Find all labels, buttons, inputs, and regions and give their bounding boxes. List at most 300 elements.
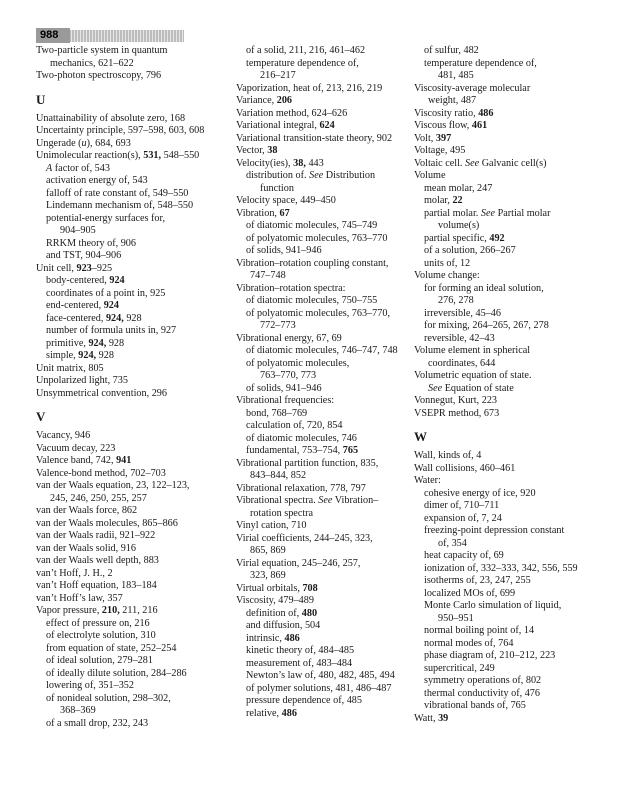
entry-text: isotherms of, 23, 247, 255 [424, 575, 531, 586]
entry-text: Valence-bond method, 702–703 [36, 467, 166, 479]
entry-text: relative, [246, 707, 282, 719]
index-entry [236, 258, 406, 271]
entry-text: primitive, [46, 337, 89, 349]
entry-text: Watt, [414, 712, 439, 724]
entry-text: Vacuum decay, 223 [36, 442, 116, 454]
index-entry [36, 580, 226, 593]
index-entry-continuation [236, 570, 406, 583]
entry-text: of a small drop, 232, 243 [46, 717, 149, 729]
entry-text: 865, 869 [250, 545, 286, 556]
index-subentry [236, 420, 406, 433]
index-subentry [414, 575, 604, 588]
index-subentry [236, 245, 406, 258]
index-subentry [36, 275, 226, 288]
entry-text: Viscous flow, [414, 120, 472, 131]
index-entry-continuation [414, 383, 604, 396]
index-entry-continuation [36, 225, 226, 238]
index-subentry [236, 233, 406, 246]
index-subentry [414, 195, 604, 208]
see-reference: u [81, 137, 87, 149]
entry-text: 443 [305, 157, 324, 169]
index-subentry [236, 608, 406, 621]
index-subentry [414, 258, 604, 271]
index-entry-continuation [236, 320, 406, 333]
entry-text: expansion of, 7, 24 [424, 512, 502, 524]
index-subentry [236, 220, 406, 233]
index-entry [36, 605, 226, 618]
entry-text: of solids, 941–946 [246, 382, 322, 394]
entry-text: Vibrational frequencies: [236, 395, 335, 406]
index-subentry [414, 500, 604, 513]
entry-text: reversible, 42–43 [424, 332, 495, 344]
index-subentry [236, 445, 406, 458]
entry-text: Viscosity ratio, [414, 107, 479, 119]
index-entry [36, 430, 226, 443]
index-subentry [36, 250, 226, 263]
entry-text: Valence band, 742, [36, 455, 117, 466]
entry-text: van’t Hoff equation, 183–184 [36, 580, 157, 591]
entry-text: Vibration–rotation spectra: [236, 282, 346, 294]
index-subentry [236, 170, 406, 183]
page-ref-bold: 38, [293, 157, 306, 169]
entry-text: units of, 12 [424, 257, 471, 269]
page-ref-bold: 765 [342, 445, 359, 456]
see-reference: See [318, 495, 333, 506]
index-entry [414, 475, 604, 488]
index-entry [36, 138, 226, 151]
entry-text: from equation of state, 252–254 [46, 642, 177, 654]
index-entry [36, 263, 226, 276]
entry-text: of polyatomic molecules, 763–770 [246, 232, 388, 244]
index-subentry [36, 618, 226, 631]
entry-text: 481, 485 [438, 70, 474, 81]
index-subentry [236, 645, 406, 658]
index-subentry [414, 700, 604, 713]
entry-text: Vaporization, heat of, 213, 216, 219 [236, 82, 383, 94]
index-entry [414, 408, 604, 421]
entry-text: of diatomic molecules, 746 [246, 432, 357, 444]
entry-text: Vibration–rotation coupling constant, [236, 257, 389, 269]
see-reference: See [465, 157, 480, 169]
index-entry-continuation [236, 270, 406, 283]
page-ref-bold: 486 [284, 632, 300, 644]
index-entry [414, 145, 604, 158]
entry-text: vibrational bands of, 765 [424, 700, 526, 711]
page-ref-bold: 924, [88, 337, 107, 349]
index-subentry [236, 708, 406, 721]
index-column-1 [36, 45, 226, 730]
index-subentry [236, 358, 406, 371]
entry-text: coordinates of a point in, 925 [46, 287, 166, 299]
entry-text: irreversible, 45–46 [424, 307, 501, 319]
entry-text: Galvanic cell(s) [479, 157, 547, 169]
entry-text: temperature dependence of, [246, 57, 359, 69]
index-subentry [36, 238, 226, 251]
index-entry [414, 133, 604, 146]
entry-text: Vacancy, 946 [36, 430, 91, 441]
see-reference: See [428, 382, 443, 394]
page-ref-bold: 38 [267, 145, 278, 156]
index-entry [36, 375, 226, 388]
entry-text: Vibrational energy, 67, 69 [236, 332, 342, 344]
index-entry [236, 83, 406, 96]
entry-text: Monte Carlo simulation of liquid, [424, 600, 562, 611]
entry-text: Lindemann mechanism of, 548–550 [46, 200, 194, 211]
index-entry [236, 195, 406, 208]
page-ref-bold: 624 [319, 120, 335, 131]
entry-text: Unit matrix, 805 [36, 362, 104, 374]
index-entry-continuation [36, 58, 226, 71]
index-subentry [414, 588, 604, 601]
index-entry-continuation [236, 70, 406, 83]
entry-text: Wall, kinds of, 4 [414, 450, 482, 461]
entry-text: Vapor pressure, [36, 605, 102, 616]
index-subentry [236, 670, 406, 683]
entry-text: Velocity(ies), [236, 157, 294, 169]
section-letter: U [36, 91, 46, 107]
index-entry [236, 558, 406, 571]
entry-text: mechanics, 621–622 [50, 57, 134, 69]
entry-text: Unimolecular reaction(s), [36, 150, 144, 161]
entry-text: Vibrational partition function, 835, [236, 457, 379, 469]
index-subentry [414, 208, 604, 221]
index-entry [236, 333, 406, 346]
index-subentry [36, 643, 226, 656]
index-subentry [236, 408, 406, 421]
index-entry [236, 95, 406, 108]
entry-text: factor of, 543 [52, 162, 110, 174]
page-ref-bold: 480 [301, 607, 318, 619]
index-subentry [236, 633, 406, 646]
index-subentry [414, 488, 604, 501]
entry-text: pressure dependence of, 485 [246, 695, 362, 706]
entry-text: of solids, 941–946 [246, 245, 322, 256]
entry-text: Virial equation, 245–246, 257, [236, 557, 361, 569]
entry-text: 772–773 [260, 320, 296, 331]
entry-text: Newton’s law of, 480, 482, 485, 494 [246, 670, 395, 681]
entry-text: of polyatomic molecules, 763–770, [246, 307, 391, 319]
entry-text: 368–369 [60, 705, 96, 716]
entry-text: of ideally dilute solution, 284–286 [46, 667, 187, 679]
page-ref-bold: 941 [116, 455, 132, 466]
entry-text: Variational transition-state theory, 902 [236, 132, 393, 144]
entry-text: 216–217 [260, 70, 296, 81]
entry-text: Two-photon spectroscopy, 796 [36, 70, 162, 81]
page-ref-bold: 397 [435, 132, 452, 144]
entry-text: Virial coefficients, 244–245, 323, [236, 532, 373, 544]
index-entry [236, 120, 406, 133]
index-subentry [36, 693, 226, 706]
entry-text: 276, 278 [438, 295, 474, 306]
entry-text: calculation of, 720, 854 [246, 420, 343, 431]
entry-text: activation energy of, 543 [46, 175, 148, 186]
entry-text: weight, 487 [428, 95, 477, 106]
index-entry [36, 505, 226, 518]
entry-text: Vibrational spectra. [236, 495, 319, 506]
entry-text: 245, 246, 250, 255, 257 [50, 492, 147, 504]
index-entry [414, 450, 604, 463]
index-entry [414, 170, 604, 183]
entry-text: Viscosity, 479–489 [236, 595, 314, 606]
entry-text: cohesive energy of ice, 920 [424, 487, 536, 499]
index-entry [236, 583, 406, 596]
index-entry [36, 443, 226, 456]
page-ref-bold: 924, [78, 350, 97, 361]
index-subentry [236, 58, 406, 71]
index-entry [236, 208, 406, 221]
page-ref-bold: 923 [76, 262, 92, 274]
index-entry-continuation [236, 545, 406, 558]
index-entry [36, 555, 226, 568]
entry-text: 747–748 [250, 270, 286, 281]
entry-text: supercritical, 249 [424, 662, 495, 674]
index-entry [414, 370, 604, 383]
index-entry-continuation [36, 493, 226, 506]
index-subentry [414, 513, 604, 526]
entry-text: 843–844, 852 [250, 470, 307, 481]
entry-text: Vibrational relaxation, 778, 797 [236, 482, 366, 494]
entry-text: body-centered, [46, 275, 110, 286]
entry-text: VSEPR method, 673 [414, 407, 500, 419]
entry-text: Volume [414, 170, 446, 181]
index-column-2 [236, 45, 406, 720]
index-entry [36, 363, 226, 376]
section-letter: V [36, 409, 46, 424]
page-ref-bold: 924 [103, 300, 119, 311]
index-subentry [414, 320, 604, 333]
index-entry [236, 108, 406, 121]
index-subentry [236, 45, 406, 58]
entry-text: of polyatomic molecules, [246, 357, 350, 369]
index-subentry [414, 308, 604, 321]
index-entry-continuation [414, 295, 604, 308]
entry-text: effect of pressure on, 216 [46, 617, 150, 629]
index-entry [36, 468, 226, 481]
entry-text: for mixing, 264–265, 267, 278 [424, 320, 549, 331]
index-subentry [236, 295, 406, 308]
section-letter: W [414, 429, 427, 444]
index-subentry [36, 200, 226, 213]
index-entry-continuation [236, 183, 406, 196]
index-subentry [414, 333, 604, 346]
index-entry [36, 518, 226, 531]
index-entry [414, 120, 604, 133]
index-entry [414, 463, 604, 476]
entry-text: temperature dependence of, [424, 57, 537, 69]
entry-text: and TST, 904–906 [46, 250, 122, 261]
entry-text: van der Waals equation, 23, 122–123, [36, 480, 190, 491]
index-subentry [414, 183, 604, 196]
entry-text: Variance, [236, 95, 277, 106]
entry-text: localized MOs of, 699 [424, 587, 516, 599]
entry-text: Vibration, [236, 207, 280, 219]
entry-text: 323, 869 [250, 570, 286, 581]
entry-text: bond, 768–769 [246, 407, 308, 419]
index-entry [36, 150, 226, 163]
index-entry [36, 593, 226, 606]
entry-text: Two-particle system in quantum [36, 45, 168, 56]
see-reference: See [480, 207, 496, 219]
index-subentry [414, 245, 604, 258]
index-entry-continuation [36, 705, 226, 718]
entry-text: van der Waals solid, 916 [36, 542, 136, 554]
entry-text: number of formula units in, 927 [46, 325, 177, 336]
index-subentry [36, 325, 226, 338]
page-ref-bold: 486 [281, 707, 297, 719]
entry-text: RRKM theory of, 906 [46, 237, 136, 249]
entry-text: of a solid, 211, 216, 461–462 [246, 45, 366, 56]
entry-text: normal boiling point of, 14 [424, 625, 535, 636]
entry-text: Vinyl cation, 710 [236, 520, 307, 531]
index-entry-continuation [414, 613, 604, 626]
entry-text: Vibration– [332, 495, 379, 506]
index-entry-continuation [414, 70, 604, 83]
page-ref-bold: 22 [452, 195, 463, 206]
index-subentry [414, 625, 604, 638]
entry-text: dimer of, 710–711 [424, 500, 500, 511]
entry-text: Volumetric equation of state. [414, 370, 532, 381]
entry-text: Wall collisions, 460–461 [414, 462, 516, 474]
entry-text: distribution of. [246, 170, 310, 181]
entry-text: 548–550 [161, 150, 200, 161]
index-subentry [236, 308, 406, 321]
index-entry-continuation [236, 508, 406, 521]
entry-text: Vonnegut, Kurt, 223 [414, 395, 498, 406]
entry-text: Variational integral, [236, 120, 320, 131]
index-subentry [414, 550, 604, 563]
entry-text: Unattainability of absolute zero, 168 [36, 112, 186, 124]
index-entry [414, 270, 604, 283]
entry-text: of polymer solutions, 481, 486–487 [246, 682, 392, 694]
entry-text: Variation method, 624–626 [236, 107, 348, 119]
page-ref-bold: 492 [489, 232, 505, 244]
entry-text: ), 684, 693 [86, 137, 131, 149]
index-entry-continuation [414, 95, 604, 108]
index-entry [414, 395, 604, 408]
entry-text: van der Waals force, 862 [36, 505, 138, 516]
index-subentry [36, 288, 226, 301]
index-entry [36, 113, 226, 126]
index-subentry [414, 663, 604, 676]
entry-text: face-centered, [46, 312, 106, 324]
entry-text: of a solution, 266–267 [424, 245, 516, 256]
page-ref-bold: 924 [109, 275, 125, 286]
entry-text: 211, 216 [119, 605, 158, 616]
entry-text: 928 [96, 350, 114, 361]
entry-text: fundamental, 753–754, [246, 445, 343, 456]
entry-text: lowering of, 351–352 [46, 680, 134, 691]
page-ref-bold: 39 [438, 712, 449, 724]
index-subentry [36, 655, 226, 668]
entry-text: 904–905 [60, 225, 96, 236]
index-subentry [414, 563, 604, 576]
entry-text: volume(s) [438, 220, 480, 231]
entry-text: partial molar. [424, 207, 481, 219]
index-subentry [414, 638, 604, 651]
index-entry [236, 458, 406, 471]
index-entry [236, 145, 406, 158]
index-entry [414, 108, 604, 121]
index-entry [414, 345, 604, 358]
entry-text: Vector, [236, 145, 268, 156]
see-reference: See [309, 170, 324, 181]
entry-text: van der Waals radii, 921–922 [36, 530, 156, 541]
index-entry [36, 530, 226, 543]
index-entry-continuation [236, 370, 406, 383]
index-subentry [36, 338, 226, 351]
entry-text: heat capacity of, 69 [424, 550, 504, 561]
entry-text: Ungerade ( [36, 137, 82, 149]
index-entry [414, 83, 604, 96]
entry-text: freezing-point depression constant [424, 525, 565, 536]
entry-text: of, 354 [438, 537, 467, 549]
index-subentry [236, 433, 406, 446]
page-number: 988 [36, 28, 70, 43]
entry-text: and diffusion, 504 [246, 620, 321, 631]
index-subentry [236, 345, 406, 358]
index-entry [36, 455, 226, 468]
index-entry [36, 480, 226, 493]
entry-text: of diatomic molecules, 746–747, 748 [246, 345, 398, 356]
index-entry [36, 388, 226, 401]
entry-text: simple, [46, 350, 79, 361]
index-entry [236, 158, 406, 171]
entry-text: 950–951 [438, 612, 474, 624]
index-entry [414, 713, 604, 726]
entry-text: symmetry operations of, 802 [424, 675, 542, 686]
index-entry [236, 483, 406, 496]
index-column-3 [414, 45, 604, 725]
entry-text: Equation of state [442, 382, 514, 394]
index-subentry [236, 695, 406, 708]
entry-text: function [260, 182, 294, 194]
entry-text: Unpolarized light, 735 [36, 375, 128, 386]
entry-text: phase diagram of, 210–212, 223 [424, 650, 556, 661]
index-subentry [414, 675, 604, 688]
index-subentry [36, 213, 226, 226]
entry-text: Water: [414, 475, 441, 486]
index-subentry [414, 688, 604, 701]
entry-text: ionization of, 332–333, 342, 556, 559 [424, 562, 578, 574]
index-entry [236, 533, 406, 546]
index-entry [236, 595, 406, 608]
entry-text: Volt, [414, 132, 436, 144]
index-entry [36, 568, 226, 581]
index-subentry [414, 283, 604, 296]
entry-text: Uncertainty principle, 597–598, 603, 608 [36, 125, 205, 136]
index-subentry [36, 630, 226, 643]
entry-text: van der Waals well depth, 883 [36, 555, 159, 566]
index-entry [36, 45, 226, 58]
index-entry-continuation [414, 358, 604, 371]
index-subentry [36, 300, 226, 313]
entry-text: Unsymmetrical convention, 296 [36, 387, 167, 399]
page-ref-bold: 924, [105, 312, 124, 324]
index-entry-continuation [414, 538, 604, 551]
page-ref-bold: 210, [101, 605, 120, 616]
entry-text: coordinates, 644 [428, 357, 496, 369]
entry-text: kinetic theory of, 484–485 [246, 645, 355, 656]
entry-text: measurement of, 483–484 [246, 657, 353, 669]
index-subentry [236, 383, 406, 396]
index-subentry [414, 600, 604, 613]
entry-text: normal modes of, 764 [424, 637, 514, 649]
index-entry-continuation [414, 220, 604, 233]
index-subentry [36, 163, 226, 176]
entry-text: of nonideal solution, 298–302, [46, 692, 171, 704]
page-ref-bold: 461 [471, 120, 488, 131]
entry-text: 928 [123, 312, 142, 324]
